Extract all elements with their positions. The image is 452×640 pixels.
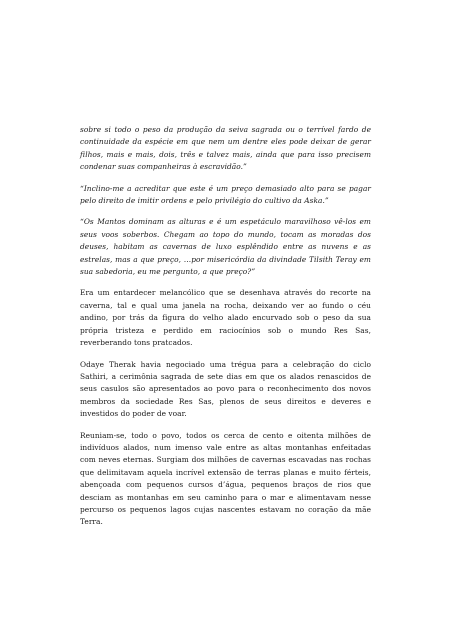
- quote-paragraph-1: sobre si todo o peso da produção da seiva sagrada ou o terrível fardo de continuidade da espécie em que nem um dentre eles pode deixar de gerar filhos, mais e mais, dois, três e talvez mais, ainda que para isso precisem condenar suas companheiras à escravidão.”: [80, 125, 371, 172]
- quote-paragraph-3: “Os Mantos dominam as alturas e é um espetáculo maravilhoso vê-los em seus voos soberbos. Chegam ao topo do mundo, tocam as moradas dos deuses, habitam as cavernas de luxo esplêndido entre as nuvens e as estrelas, mas a que preço, …por misericórdia da divindade Tilsith Teray em sua sabedoria, eu me pergunto, a que preço?”: [80, 217, 371, 277]
- body-paragraph-1: Era um entardecer melancólico que se desenhava através do recorte na caverna, tal e qual uma janela na rocha, deixando ver ao fundo o céu andino, por trás da figura do velho alado encurvado sob o peso da sua própria tristeza e perdido em raciocínios sob o mundo Res Sas, reverberando tons pratcados.: [80, 288, 371, 348]
- body-paragraph-3: Reuniam-se, todo o povo, todos os cerca de cento e oitenta milhões de indivíduos alados, num imenso vale entre as altas montanhas enfeitadas com neves eternas. Surgiam dos milhões de cavernas escavadas nas rochas que delimitavam aquela incrível extensão de terras planas e muito férteis, abençoada com pequenos cursos d’água, pequenos braços de rios que desciam as montanhas em seu caminho para o mar e alimentavam nesse percurso os pequenos lagos cujas nascentes estavam no coração da mãe Terra.: [80, 430, 371, 527]
- page-body: [80, 124, 371, 538]
- quote-paragraph-2: “Inclino-me a acreditar que este é um preço demasiado alto para se pagar pelo direito de imitir ordens e pelo privilégio do cultivo da Aska.”: [80, 183, 371, 206]
- body-paragraph-2: Odaye Therak havia negociado uma trégua para a celebração do ciclo Sathiri, a cerimônia sagrada de sete dias em que os alados renascidos de seus casulos são apresentados ao povo para o reconhecimento dos novos membros da sociedade Res Sas, plenos de seus direitos e deveres e investidos do poder de voar.: [80, 359, 371, 419]
